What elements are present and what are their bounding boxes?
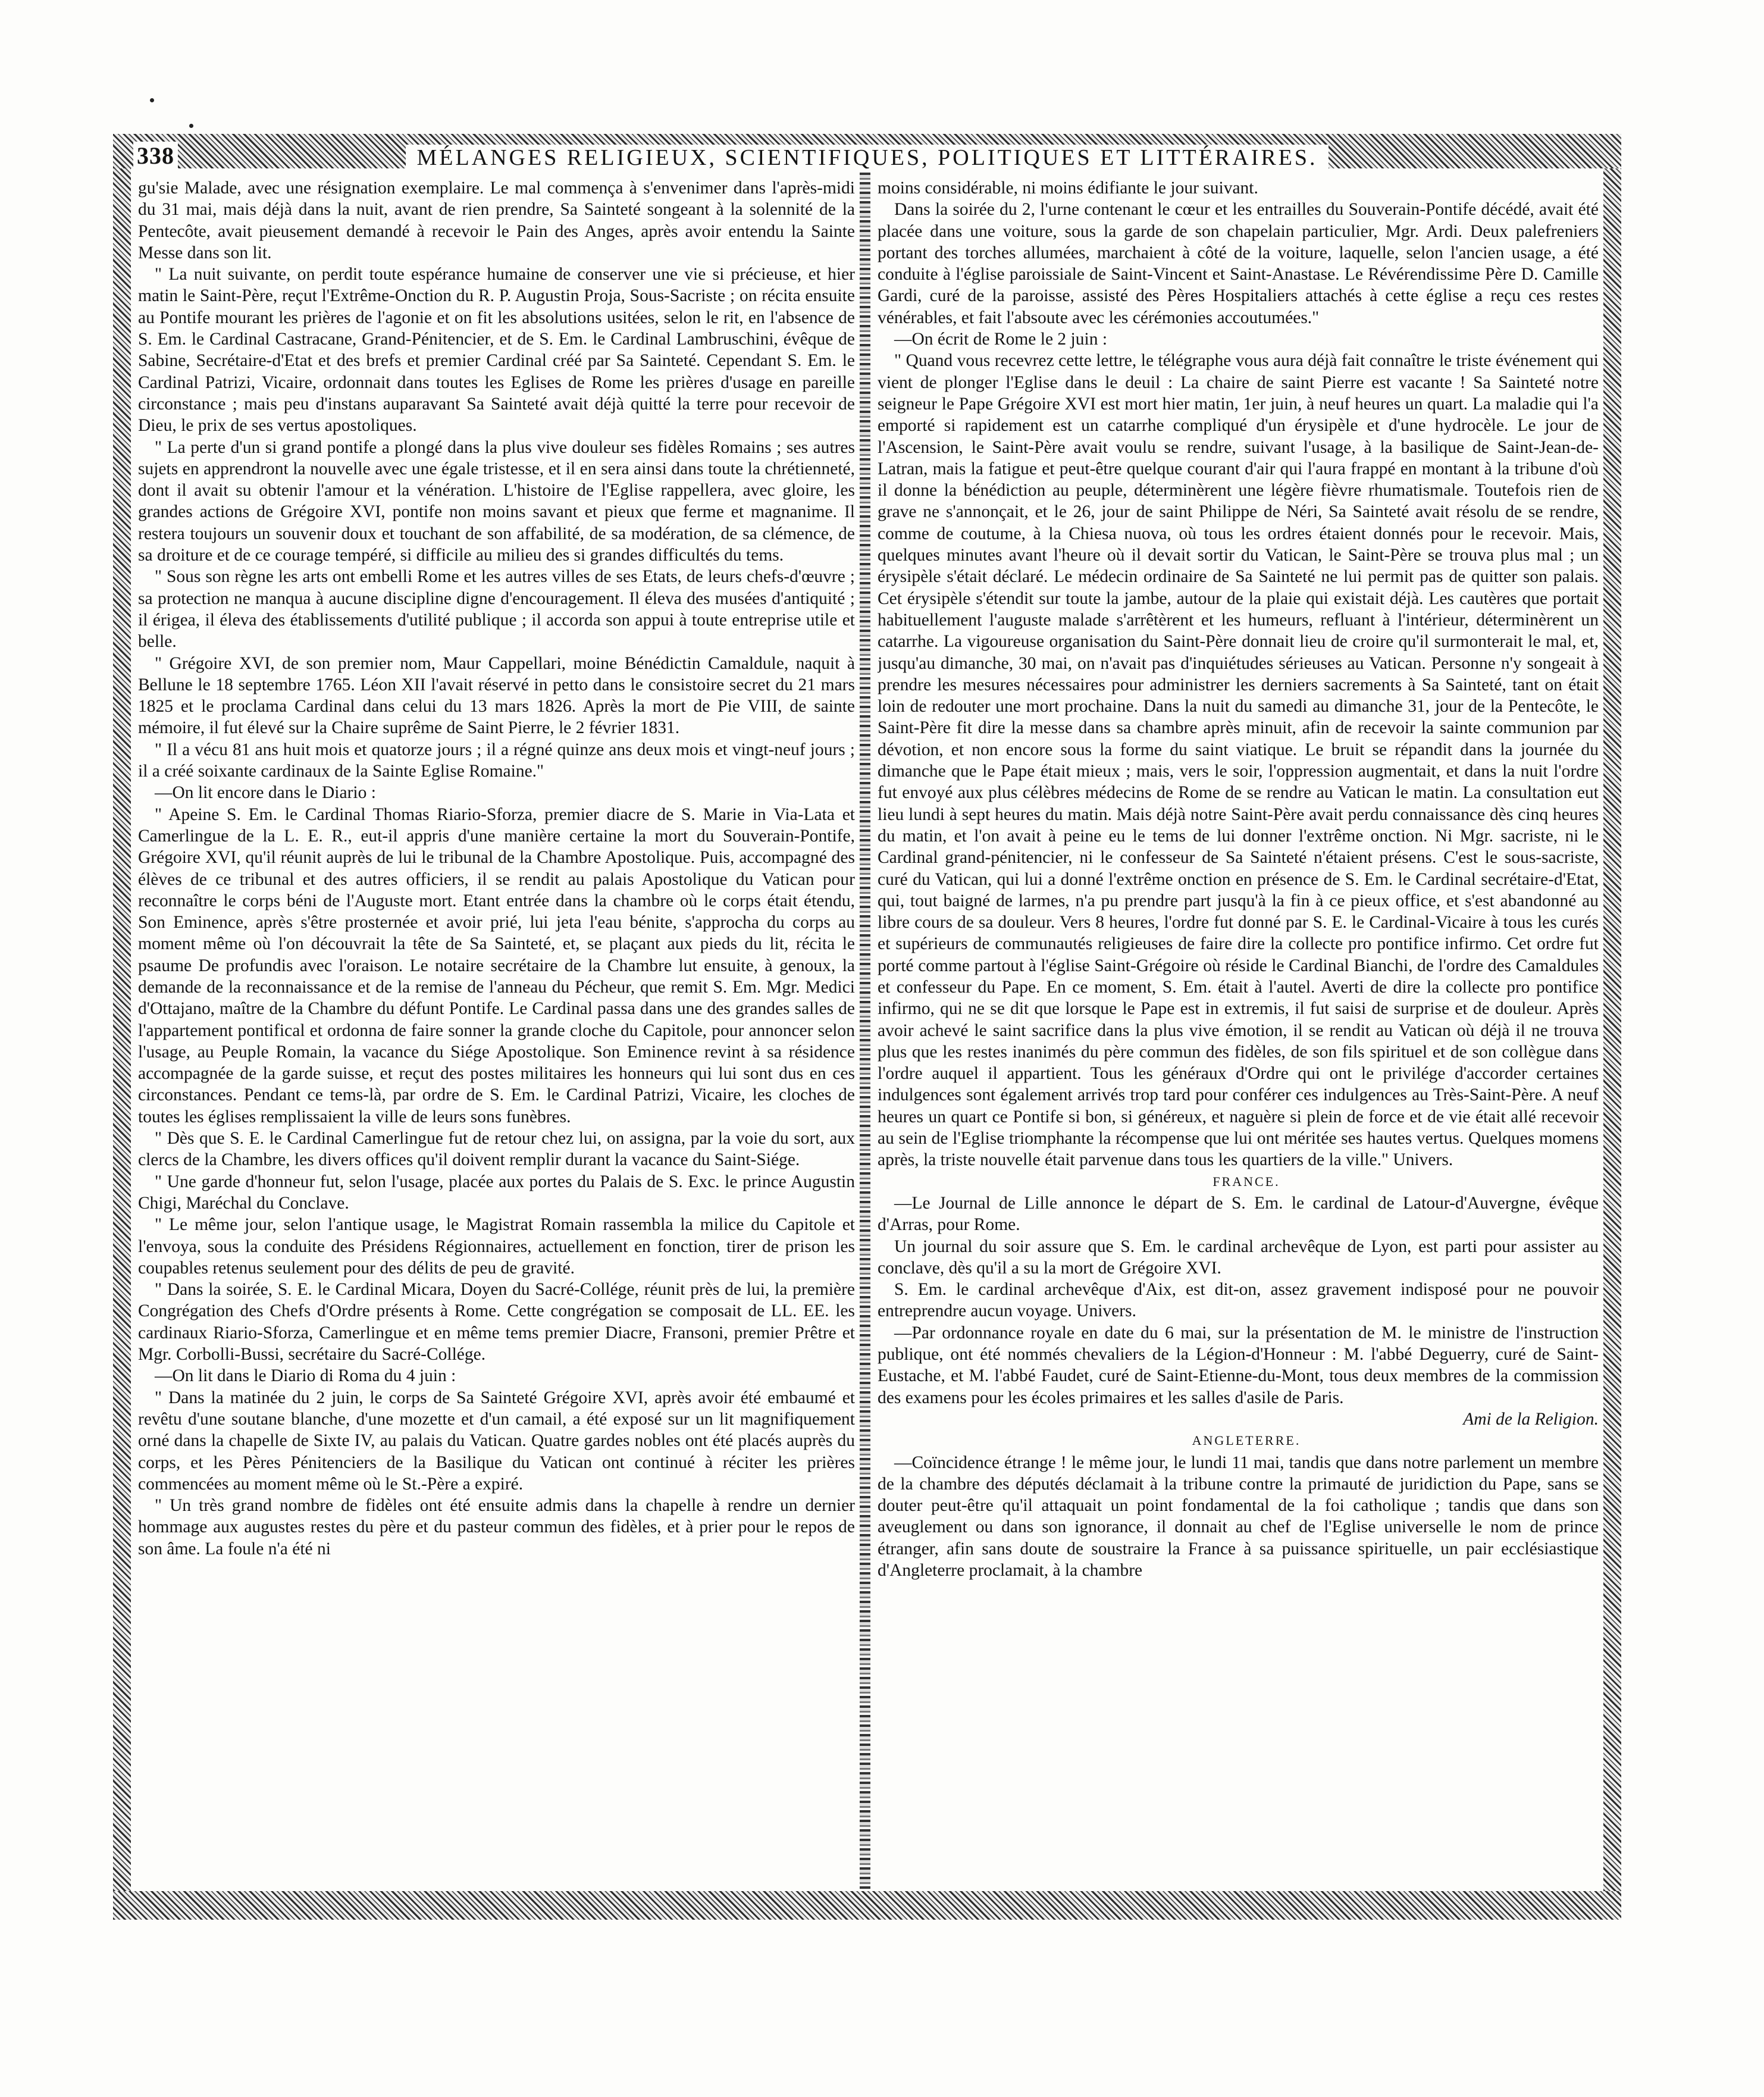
left-column bbox=[138, 177, 855, 1888]
paragraph: " Grégoire XVI, de son premier nom, Maur Cappellari, moine Bénédictin Camaldule, naquit à Bellune le 18 septembre 1765. Léon XII l'avait réservé in petto dans le consistoire secret du 21 mars 1825 et le proclama Cardinal dans celui du 13 mars 1826. Après la mort de Pie VIII, de sainte mémoire, il fut élevé sur la Chaire suprême de Saint Pierre, le 2 février 1831. bbox=[138, 653, 855, 738]
paragraph: " Un très grand nombre de fidèles ont été ensuite admis dans la chapelle à rendre un dernier hommage aux augustes restes du père et du pasteur commun des fidèles, et à prier pour le repos de son âme. La foule n'a été ni bbox=[138, 1496, 855, 1558]
paragraph: —On lit dans le Diario di Roma du 4 juin : bbox=[155, 1366, 456, 1386]
source-attribution: Ami de la Religion. bbox=[1463, 1409, 1599, 1429]
bottom-ornamental-border bbox=[113, 1891, 1621, 1920]
speck bbox=[150, 98, 154, 102]
right-column bbox=[878, 177, 1599, 1888]
running-head: MÉLANGES RELIGIEUX, SCIENTIFIQUES, POLITIQUES ET LITTÉRAIRES. bbox=[406, 145, 1328, 171]
paragraph: —Par ordonnance royale en date du 6 mai, sur la présentation de M. le ministre de l'instruction publique, ont été nommés chevaliers de la Légion-d'Honneur : M. l'abbé Deguerry, curé de Saint-Eustache, et M. l'abbé Faudet, curé de Saint-Etienne-du-Mont, tous deux membres de la commission des examens pour les écoles primaires et les salles d'asile de Paris. bbox=[878, 1323, 1599, 1407]
paragraph: gu'sie Malade, avec une résignation exemplaire. Le mal commença à s'envenimer dans l'après-midi du 31 mai, mais déjà dans la nuit, avant de rien prendre, Sa Sainteté songeant à la solennité de la Pentecôte, avait pieusement demandé à recevoir le Pain des Anges, après avoir entendu la Sainte Messe dans son lit. bbox=[138, 179, 855, 262]
paragraph: " Le même jour, selon l'antique usage, le Magistrat Romain rassembla la milice du Capitole et l'envoya, sous la conduite des Présidens Régionnaires, actuellement en fonction, tirer de prison les coupables retenus seulement pour des délits de peu de gravité. bbox=[138, 1215, 855, 1278]
paragraph: " Il a vécu 81 ans huit mois et quatorze jours ; il a régné quinze ans deux mois et vingt-neuf jours ; il a créé soixante cardinaux de la Sainte Eglise Romaine." bbox=[138, 740, 855, 781]
paragraph: " Une garde d'honneur fut, selon l'usage, placée aux portes du Palais de S. Exc. le prince Augustin Chigi, Maréchal du Conclave. bbox=[138, 1172, 855, 1213]
page-number: 338 bbox=[133, 142, 178, 170]
right-ornamental-border bbox=[1603, 168, 1621, 1891]
section-heading-angleterre: ANGLETERRE. bbox=[1192, 1433, 1301, 1448]
paragraph: " Apeine S. Em. le Cardinal Thomas Riario-Sforza, premier diacre de S. Marie in Via-Lata et Camerlingue de la L. E. R., eut-il appris d'une manière certaine la mort du Souverain-Pontife, Grégoire XVI, qu'il réunit auprès de lui le tribunal de la Chambre Apostolique. Puis, accompagné des élèves de ce tribunal et des autres officiers, il se rendit au palais Apostolique du Vatican pour reconnaître le corps béni de l'Auguste mort. Etant entrée dans la chambre où le corps était étendu, Son Eminence, après s'être prosternée et avoir prié, lui jeta l'eau bénite, s'approcha du corps au moment même où l'on découvrait la tête de Sa Sainteté, et, se plaçant aux pieds du lit, récita le psaume De profundis avec l'oraison. Le notaire secrétaire de la Chambre lut ensuite, à genoux, la demande de la reconnaissance et de la remise de l'anneau du Pécheur, que remit S. Em. Mgr. Medici d'Ottajano, maître de la Chambre du défunt Pontife. Le Cardinal passa dans une des grandes salles de l'appartement pontifical et ordonna de faire sonner la grande cloche du Capitole, pour annoncer selon l'usage, au Peuple Romain, la vacance du Siége Apostolique. Son Eminence revint à sa résidence accompagnée de la garde suisse, et reçut des postes militaires les honneurs qui lui sont dus en ces circonstances. Pendant ce tems-là, par ordre de S. Em. le Cardinal Patrizi, Vicaire, les cloches de toutes les églises remplissaient la ville de leurs sons funèbres. bbox=[138, 805, 855, 1126]
paragraph: " Sous son règne les arts ont embelli Rome et les autres villes de ses Etats, de leurs chefs-d'œuvre ; sa protection ne manqua à aucune discipline digne d'encouragement. Il éleva des musées d'antiquité ; il érigea, il éleva des établissements d'utilité publique ; il accorda son appui à toute entreprise utile et belle. bbox=[138, 567, 855, 652]
paragraph: " La nuit suivante, on perdit toute espérance humaine de conserver une vie si précieuse, et hier matin le Saint-Père, reçut l'Extrême-Onction du R. P. Augustin Proja, Sous-Sacriste ; on récita ensuite au Pontife mourant les prières de l'agonie et on fit les absolutions usitées, selon le rit, en l'absence de S. Em. le Cardinal Castracane, Grand-Pénitencier, et de S. Em. le Cardinal Lambruschini, évêque de Sabine, Secrétaire-d'Etat et des brefs et premier Cardinal créé par Sa Sainteté. Cependant S. Em. le Cardinal Patrizi, Vicaire, ordonnait dans toutes les Eglises de Rome les prières d'usage en pareille circonstance ; mais peu d'instans auparavant Sa Sainteté avait déjà quitté la terre pour recevoir de Dieu, le prix de ses vertus apostoliques. bbox=[138, 265, 855, 436]
column-divider bbox=[860, 173, 870, 1889]
paragraph: " Dans la matinée du 2 juin, le corps de Sa Sainteté Grégoire XVI, après avoir été embaumé et revêtu d'une soutane blanche, d'une mozette et d'un camail, a été exposé sur un lit magnifiquement orné dans la chapelle de Sixte IV, au palais du Vatican. Quatre gardes nobles ont été placés auprès du corps, et les Pères Pénitenciers de la Basilique du Vatican ont continué à réciter les prières commencées au moment même où le St.-Père a expiré. bbox=[138, 1388, 855, 1494]
paragraph: —Le Journal de Lille annonce le départ de S. Em. le cardinal de Latour-d'Auvergne, évêque d'Arras, pour Rome. bbox=[878, 1193, 1599, 1235]
paragraph: —On lit encore dans le Diario : bbox=[155, 783, 376, 803]
paragraph: Dans la soirée du 2, l'urne contenant le cœur et les entrailles du Souverain-Pontife décédé, avait été placée dans une voiture, sous la garde de son chapelain particulier, Mgr. Ardi. Deux palefreniers portant des torches allumées, marchaient à côté de la voiture, laquelle, selon l'ancien usage, a été conduite à l'église paroissiale de Saint-Vincent et Saint-Anastase. Le Révérendissime Père D. Camille Gardi, curé de la paroisse, assisté des Pères Hospitaliers attachés à cette église a reçu ces restes vénérables, et fait l'absoute avec les cérémonies accoutumées." bbox=[878, 200, 1599, 327]
section-heading-france: FRANCE. bbox=[1212, 1173, 1280, 1189]
paragraph: —On écrit de Rome le 2 juin : bbox=[894, 330, 1108, 349]
speck bbox=[189, 124, 193, 128]
paragraph: moins considérable, ni moins édifiante le jour suivant. bbox=[878, 179, 1258, 198]
paragraph: —Coïncidence étrange ! le même jour, le lundi 11 mai, tandis que dans notre parlement un membre de la chambre des députés déclamait à la tribune contre la primauté de juridiction du Pape, sans se douter peut-être qu'il attaquait un point fondamental de la foi catholique ; tandis que dans son aveuglement ou dans son ignorance, il donnait au chef de l'Eglise universelle le nom de prince étranger, afin sans doute de soustraire la France à sa puissance spirituelle, un pair ecclésiastique d'Angleterre proclamait, à la chambre bbox=[878, 1453, 1599, 1580]
paragraph: S. Em. le cardinal archevêque d'Aix, est dit-on, assez gravement indisposé pour ne pouvoir entreprendre aucun voyage. Univers. bbox=[878, 1280, 1599, 1321]
left-ornamental-border bbox=[113, 168, 131, 1891]
paragraph: " Dans la soirée, S. E. le Cardinal Micara, Doyen du Sacré-Collége, réunit près de lui, la première Congrégation des Chefs d'Ordre présents à Rome. Cette congrégation se composait de LL. EE. les cardinaux Riario-Sforza, Camerlingue et en même tems premier Diacre, Fransoni, premier Prêtre et Mgr. Corbolli-Bussi, secrétaire du Sacré-Collége. bbox=[138, 1280, 855, 1364]
paragraph: " La perte d'un si grand pontife a plongé dans la plus vive douleur ses fidèles Romains ; ses autres sujets en apprendront la nouvelle avec une égale tristesse, et il en sera ainsi dans toute la chrétienneté, dont il avait su obtenir l'amour et la vénération. L'histoire de l'Eglise rappellera, avec gloire, les grandes actions de Grégoire XVI, pontife non moins savant et pieux que ferme et magnanime. Il restera toujours un souvenir doux et touchant de son affabilité, de sa modération, de sa clémence, de sa droiture et de ce courage tempéré, si difficile au milieu des si grandes difficultés du tems. bbox=[138, 437, 855, 565]
paragraph: " Dès que S. E. le Cardinal Camerlingue fut de retour chez lui, on assigna, par la voie du sort, aux clercs de la Chambre, les divers offices qu'il doivent remplir durant la vacance du Saint-Siége. bbox=[138, 1129, 855, 1170]
running-header bbox=[131, 143, 1603, 173]
paragraph: Un journal du soir assure que S. Em. le cardinal archevêque de Lyon, est parti pour assister au conclave, dès qu'il a su la mort de Grégoire XVI. bbox=[878, 1237, 1599, 1278]
paragraph: " Quand vous recevrez cette lettre, le télégraphe vous aura déjà fait connaître le triste événement qui vient de plonger l'Eglise dans le deuil : La chaire de saint Pierre est vacante ! Sa Sainteté notre seigneur le Pape Grégoire XVI est mort hier matin, 1er juin, à neuf heures un quart. La maladie qui l'a emporté si rapidement est un catarrhe compliqué d'un érysipèle et d'une hydrocèle. Le jour de l'Ascension, le Saint-Père avait voulu se rendre, suivant l'usage, à la basilique de Saint-Jean-de-Latran, mais la fatigue et peut-être quelque courant d'air qui l'aura frappé en montant à la tribune d'où il donne la bénédiction au peuple, déterminèrent une légère fièvre rhumatismale. Toutefois rien de grave ne s'annonçait, et le 26, jour de saint Philippe de Néri, Sa Sainteté avait résolu de se rendre, comme de coutume, à la Chiesa nuova, où tous les ordres étaient donnés pour le recevoir. Mais, quelques minutes avant l'heure où il devait sortir du Vatican, le Saint-Père se trouva plus mal ; un érysipèle s'était déclaré. Le médecin ordinaire de Sa Sainteté ne lui permit pas de quitter son palais. Cet érysipèle s'étendit sur toute la jambe, autour de la plaie qui existait déjà. Les cautères que portait habituellement l'auguste malade s'arrêtèrent et les humeurs, refluant à l'intérieur, déterminèrent un catarrhe. La vigoureuse organisation du Saint-Père donnait lieu de croire qu'il surmonterait le mal, et, jusqu'au dimanche, 30 mai, on n'avait pas d'inquiétudes sérieuses au Vatican. Personne n'y songeait à prendre les mesures nécessaires pour administrer les derniers sacrements à Sa Sainteté, tant on était loin de redouter une mort prochaine. Dans la nuit du samedi au dimanche 31, jour de la Pentecôte, le Saint-Père fit dire la messe dans sa chambre après minuit, afin de recevoir la sainte communion par dévotion, et non encore sous la forme du saint viatique. Le bruit se répandit dans la journée du dimanche que le Pape était mieux ; mais, vers le soir, l'oppression augmentait, et dans la nuit l'ordre fut envoyé aux plus célèbres médecins de Rome de se rendre au Vatican le matin. La consultation eut lieu lundi à sept heures du matin. Mais déjà notre Saint-Père avait perdu connaissance dès cinq heures du matin, et l'on avait à peine eu le tems de lui donner l'extrême onction. Ni Mgr. sacriste, ni le Cardinal grand-pénitencier, ni le confesseur de Sa Sainteté n'étaient présens. C'est le sous-sacriste, curé du Vatican, qui lui a donné l'extrême onction en présence de S. Em. le Cardinal secrétaire-d'Etat, qui, tout baigné de larmes, n'a pu prendre part jusqu'à la fin à ce pieux office, et s'est abandonné au libre cours de sa douleur. Vers 8 heures, l'ordre fut donné par S. E. le Cardinal-Vicaire à tous les curés et supérieurs de communautés religieuses de faire dire la collecte pro pontifice infirmo. Cet ordre fut porté comme partout à l'église Saint-Grégoire où réside le Cardinal Bianchi, de l'ordre des Camaldules et confesseur du Pape. En ce moment, S. Em. était à l'autel. Averti de dire la collecte pro pontifice infirmo, qui ne se dit que lorsque le Pape est in extremis, il fut saisi de surprise et de douleur. Après avoir achevé le saint sacrifice dans la plus vive émotion, il se rendit au Vatican où déjà il ne trouva plus que les restes inanimés du père commun des fidèles, de son fils spirituel et de son collègue dans l'ordre auquel il appartient. Tous les généraux d'Ordre qui ont le privilége d'accorder certaines indulgences sont également arrivés trop tard pour conférer ces indulgences au Très-Saint-Père. A neuf heures un quart ce Pontife si bon, si généreux, et naguère si plein de force et de vie était allé recevoir au sein de l'Eglise triomphante la récompense que lui ont méritée ses hautes vertus. Quelques momens après, la triste nouvelle était parvenue dans tous les quartiers de la ville." Univers. bbox=[878, 351, 1599, 1170]
